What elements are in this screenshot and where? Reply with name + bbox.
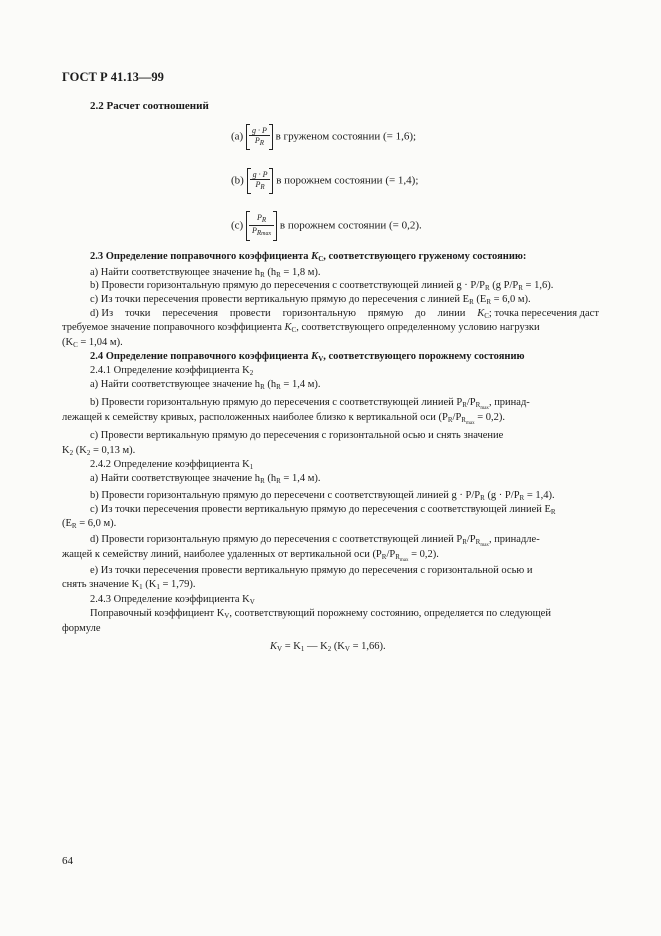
- section-2-4-1-item-a: а) Найти соответствующее значение $h_R$ ($h_R = 1,4$ м).: [90, 379, 321, 391]
- formula-a-label: (a): [231, 130, 244, 143]
- section-2-4-2-item-d-line-1: d) Провести горизонтальную прямую до пересечения с соответствующей линией $P_R/P_{R_{max}}$, принадле-: [90, 534, 540, 548]
- section-2-4-2-item-e-line-1: e) Из точки пересечения провести вертикальную прямую до пересечения с горизонтальной осью и: [90, 565, 533, 576]
- section-2-3-item-d-line-1: d) Из точки пересечения провести горизонтальную прямую до линии $K_C$; точка пересечения даст: [90, 308, 599, 320]
- section-2-4-title: 2.4 Определение поправочного коэффициента $K_V$, соответствующего порожнему состоянию: [90, 351, 525, 363]
- formula-kv: $K_V = K_1$ — $K_2$ $(K_V = 1,66)$.: [270, 641, 386, 653]
- section-2-4-1-item-c-line-2: $K_2$ ($K_2 = 0,13$ м).: [62, 445, 136, 457]
- section-2-4-2-item-d-line-2: жащей к семейству линий, наиболее удаленных от вертикальной оси $(P_R/P_{R_{max}} = 0,2)$.: [62, 549, 439, 563]
- formula-a-fraction: $\frac{g \cdot P}{P_R}$: [249, 126, 270, 148]
- page-number: 64: [62, 855, 73, 867]
- section-2-4-1-item-b-line-1: b) Провести горизонтальную прямую до пересечения с соответствующей линией $P_R/P_{R_{max}}$, принад-: [90, 397, 530, 411]
- document-code: ГОСТ Р 41.13—99: [62, 70, 164, 84]
- formula-a: [231, 124, 416, 150]
- section-2-4-2-title: 2.4.2 Определение коэффициента $K_1$: [90, 459, 254, 471]
- formula-b-bracket: [247, 168, 274, 194]
- formula-b-text: в порожнем состоянии (= 1,4);: [276, 174, 419, 187]
- section-2-4-2-item-e-line-2: снять значение $K_1$ $(K_1 = 1,79)$.: [62, 579, 196, 591]
- section-2-4-2-item-c-line-1: c) Из точки пересечения провести вертикальную прямую до пересечения с соответствующей линией $E_R$: [90, 504, 556, 516]
- formula-b-label: (b): [231, 174, 244, 187]
- section-2-4-1-item-c-line-1: c) Провести вертикальную прямую до пересечения с горизонтальной осью и снять значение: [90, 430, 504, 441]
- section-2-4-1-item-b-line-2: лежащей к семейству кривых, расположенных наиболее близко к вертикальной оси $(P_R/P_{R_{max}} = 0,2)$.: [62, 412, 505, 426]
- formula-c-bracket: [246, 211, 277, 241]
- section-2-3-item-c: c) Из точки пересечения провести вертикальную прямую до пересечения с линией $E_R$ ($E_R = 6,0$ м).: [90, 294, 531, 306]
- section-2-4-3-title: 2.4.3 Определение коэффициента $K_V$: [90, 594, 255, 606]
- section-2-3-item-b: b) Провести горизонтальную прямую до пересечения с соответствующей линией $g \cdot P/P_R$ (g $P/P_R = 1,6$).: [90, 280, 554, 292]
- section-2-3-item-a: а) Найти соответствующее значение $h_R$ ($h_R = 1,8$ м).: [90, 267, 321, 279]
- section-2-4-2-item-b: b) Провести горизонтальную прямую до пересечени с соответствующей линией $g \cdot P/P_R$ $(g \cdot P/P_R = 1,4)$.: [90, 490, 555, 502]
- section-2-3-item-d-line-2: требуемое значение поправочного коэффициента $K_C$, соответствующего определенному условию нагрузки: [62, 322, 540, 334]
- formula-a-bracket: [246, 124, 273, 150]
- formula-c: [231, 211, 422, 241]
- section-2-3-title: 2.3 Определение поправочного коэффициента $K_C$, соответствующего груженому состоянию:: [90, 251, 527, 263]
- section-2-4-3-paragraph-line-2: формуле: [62, 623, 101, 634]
- formula-b-fraction: $\frac{g \cdot P}{P_R}$: [250, 170, 271, 192]
- formula-a-text: в груженом состоянии (= 1,6);: [275, 130, 417, 143]
- formula-c-label: (c): [231, 219, 244, 232]
- section-2-4-2-item-c-line-2: ($E_R = 6,0$ м).: [62, 518, 117, 530]
- formula-b: [231, 168, 418, 194]
- section-2-4-2-item-a: а) Найти соответствующее значение $h_R$ ($h_R = 1,4$ м).: [90, 473, 321, 485]
- formula-c-fraction: $\frac{P_R}{P_{Rmax}}$: [249, 213, 274, 239]
- formula-c-text: в порожнем состоянии (= 0,2).: [279, 219, 422, 232]
- section-2-3-item-d-line-3: ($K_C = 1,04$ м).: [62, 337, 123, 349]
- section-2-2-title: 2.2 Расчет соотношений: [90, 100, 209, 112]
- section-2-4-3-paragraph-line-1: Поправочный коэффициент $K_V$, соответствующий порожнему состоянию, определяется по следующей: [90, 608, 551, 620]
- section-2-4-1-title: 2.4.1 Определение коэффициента $K_2$: [90, 365, 254, 377]
